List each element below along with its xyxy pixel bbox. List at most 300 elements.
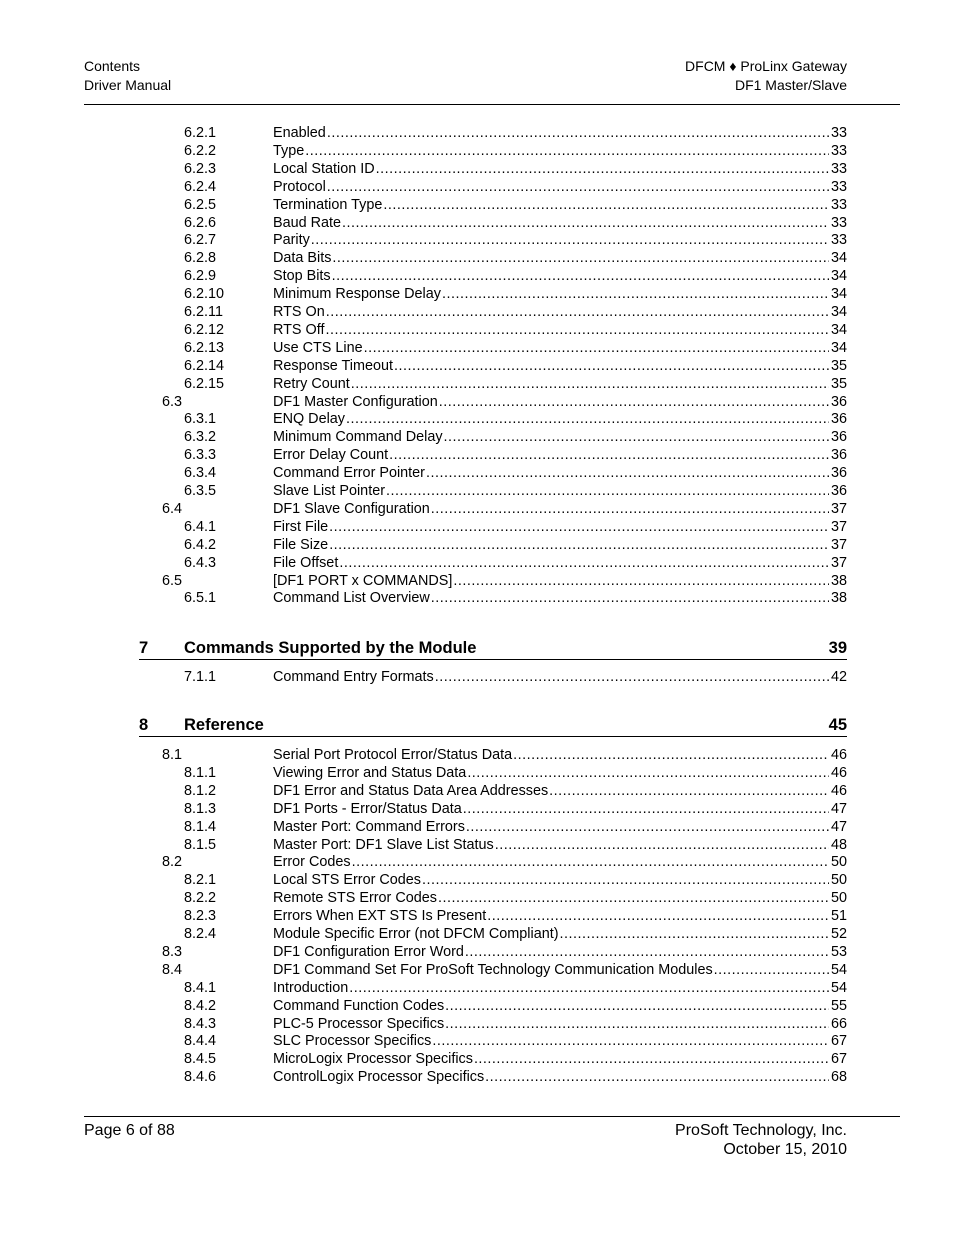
toc-entry-title: MicroLogix Processor Specifics <box>273 1051 473 1068</box>
toc-entry-title: Command Function Codes <box>273 997 445 1014</box>
toc-entry-page: 37 <box>830 500 847 517</box>
toc-entry-page: 33 <box>830 196 847 213</box>
toc-dot-leader <box>426 464 829 482</box>
toc-dot-leader <box>465 943 829 961</box>
toc-entry-title-line <box>273 464 847 482</box>
toc-entry-page: 36 <box>830 411 847 428</box>
toc-entry[interactable] <box>0 961 954 979</box>
toc-entry-title-line <box>273 214 847 232</box>
toc-entry[interactable] <box>0 1015 954 1033</box>
toc-dot-leader <box>311 231 829 249</box>
toc-entry-title-line <box>273 482 847 500</box>
toc-dot-leader <box>432 1032 829 1050</box>
toc-entry-title: DF1 Slave Configuration <box>273 500 430 517</box>
toc-entry-title: ControlLogix Processor Specifics <box>273 1069 485 1086</box>
toc-entry[interactable] <box>0 196 954 214</box>
toc-dot-leader <box>467 764 829 782</box>
toc-entry-page: 67 <box>830 1033 847 1050</box>
toc-dot-leader <box>435 668 829 686</box>
toc-entry-page: 33 <box>830 142 847 159</box>
toc-entry[interactable] <box>0 321 954 339</box>
toc-entry-page: 34 <box>830 268 847 285</box>
toc-entry-title-line <box>273 818 847 836</box>
chapter-page-number: 39 <box>828 639 847 657</box>
toc-entry-number: 6.5.1 <box>184 590 217 607</box>
toc-entry-page: 33 <box>830 125 847 141</box>
toc-entry-title-line <box>273 554 847 572</box>
toc-entry-page: 50 <box>830 890 847 907</box>
toc-entry-title-line <box>273 267 847 285</box>
toc-entry[interactable] <box>0 428 954 446</box>
toc-entry-number: 6.3.2 <box>184 429 217 446</box>
toc-entry-number: 6.4 <box>162 500 183 517</box>
toc-entry-title-line <box>273 1068 847 1086</box>
toc-entry-title-line <box>273 249 847 267</box>
toc-entry[interactable] <box>0 410 954 428</box>
toc-entry-number: 6.4.2 <box>184 536 217 553</box>
toc-entry[interactable] <box>0 889 954 907</box>
toc-entry-title: Termination Type <box>273 196 383 213</box>
toc-dot-leader <box>431 589 829 607</box>
chapter-page-number: 45 <box>828 716 847 734</box>
toc-entry-number: 6.2.4 <box>184 178 217 195</box>
toc-entry-title-line <box>273 746 847 764</box>
toc-entry-number: 6.3.5 <box>184 483 217 499</box>
toc-entry[interactable] <box>0 925 954 943</box>
toc-entry-number: 6.3.1 <box>184 411 217 428</box>
toc-entry-title: Use CTS Line <box>273 339 363 356</box>
footer-date: October 15, 2010 <box>723 1141 847 1158</box>
toc-entry-number: 6.2.14 <box>184 357 225 374</box>
toc-dot-leader <box>714 961 829 979</box>
toc-entry-title-line <box>273 961 847 979</box>
toc-entry[interactable] <box>0 943 954 961</box>
toc-entry-title: ENQ Delay <box>273 411 345 428</box>
toc-entry-title-line <box>273 536 847 554</box>
toc-entry-number: 6.2.6 <box>184 214 217 231</box>
toc-dot-leader <box>346 410 829 428</box>
chapter-number: 7 <box>139 639 149 657</box>
toc-entry[interactable] <box>0 357 954 375</box>
toc-dot-leader <box>445 1015 829 1033</box>
toc-entry-page: 36 <box>830 393 847 410</box>
toc-dot-leader <box>513 746 829 764</box>
toc-entry[interactable] <box>0 214 954 232</box>
toc-entry-title-line <box>273 1050 847 1068</box>
toc-entry-title: Minimum Response Delay <box>273 286 441 303</box>
toc-entry-page: 54 <box>830 961 847 978</box>
toc-entry-title-line <box>273 871 847 889</box>
toc-entry-title-line <box>273 303 847 321</box>
toc-entry-number: 6.2.15 <box>184 375 225 392</box>
toc-entry-number: 8.1 <box>162 747 183 763</box>
toc-dot-leader <box>495 836 829 854</box>
toc-entry-title: Master Port: DF1 Slave List Status <box>273 836 494 853</box>
toc-entry[interactable] <box>0 446 954 464</box>
toc-entry-page: 53 <box>830 943 847 960</box>
toc-entry-page: 34 <box>830 250 847 267</box>
toc-entry[interactable] <box>0 267 954 285</box>
toc-entry-number: 7.1.1 <box>184 669 217 685</box>
toc-entry-title: Module Specific Error (not DFCM Compliant) <box>273 926 559 942</box>
toc-entry-title-line <box>273 836 847 854</box>
toc-dot-leader <box>485 1068 829 1086</box>
toc-entry[interactable] <box>0 482 954 500</box>
toc-entry-number: 8.1.3 <box>184 800 217 817</box>
toc-entry-title: DF1 Configuration Error Word <box>273 943 464 960</box>
toc-entry-title: Data Bits <box>273 250 332 267</box>
toc-entry[interactable] <box>0 572 954 590</box>
toc-dot-leader <box>549 782 829 800</box>
toc-dot-leader <box>352 853 829 871</box>
toc-entry-title-line <box>273 500 847 518</box>
toc-entry-title: DF1 Command Set For ProSoft Technology Communication Modules <box>273 961 713 978</box>
toc-entry-number: 6.3 <box>162 393 183 410</box>
toc-entry-number: 8.4.5 <box>184 1051 217 1068</box>
toc-entry-number: 6.5 <box>162 572 183 589</box>
toc-entry-title-line <box>273 231 847 249</box>
toc-entry-title-line <box>273 979 847 997</box>
toc-dot-leader <box>386 482 829 500</box>
footer-divider <box>84 1116 900 1117</box>
toc-entry-page: 35 <box>830 357 847 374</box>
toc-entry-title: Retry Count <box>273 375 350 392</box>
toc-entry[interactable] <box>0 393 954 411</box>
toc-entry-page: 50 <box>830 854 847 871</box>
toc-entry[interactable] <box>0 249 954 267</box>
chapter-heading-8[interactable] <box>139 714 847 737</box>
toc-dot-leader <box>327 178 829 196</box>
toc-entry-page: 47 <box>830 818 847 835</box>
toc-entry-title: Enabled <box>273 125 326 141</box>
toc-entry-title-line <box>273 357 847 375</box>
toc-entry-title: DF1 Error and Status Data Area Addresses <box>273 782 549 799</box>
toc-entry-number: 6.3.4 <box>184 465 217 482</box>
toc-entry-number: 8.2.1 <box>184 872 217 889</box>
toc-entry-page: 51 <box>830 908 847 925</box>
toc-entry-title-line <box>273 668 847 686</box>
toc-entry-page: 46 <box>830 747 847 763</box>
toc-dot-leader <box>438 889 829 907</box>
toc-entry-page: 46 <box>830 782 847 799</box>
header-product-subtitle: DF1 Master/Slave <box>734 77 847 93</box>
toc-dot-leader <box>474 1050 829 1068</box>
toc-entry-title-line <box>273 196 847 214</box>
toc-entry-number: 8.4.1 <box>184 979 217 996</box>
header-product-name: DFCM ♦ ProLinx Gateway <box>685 58 847 74</box>
toc-entry-number: 6.3.3 <box>184 447 217 464</box>
toc-entry-number: 6.2.13 <box>184 339 225 356</box>
toc-entry-page: 35 <box>830 375 847 392</box>
toc-dot-leader <box>325 321 829 339</box>
toc-entry-title: Type <box>273 142 305 159</box>
toc-entry-title-line <box>273 410 847 428</box>
toc-dot-leader <box>389 446 829 464</box>
toc-dot-leader <box>342 214 829 232</box>
toc-dot-leader <box>351 375 829 393</box>
chapter-heading-7[interactable] <box>139 637 847 660</box>
toc-entry[interactable] <box>0 464 954 482</box>
toc-entry[interactable] <box>0 231 954 249</box>
toc-entry[interactable] <box>0 818 954 836</box>
toc-entry-number: 6.2.3 <box>184 160 217 177</box>
toc-entry-number: 6.2.5 <box>184 196 217 213</box>
toc-dot-leader <box>305 142 829 160</box>
toc-entry[interactable] <box>0 160 954 178</box>
toc-entry-number: 8.4.6 <box>184 1069 217 1086</box>
toc-entry-number: 8.2.3 <box>184 908 217 925</box>
toc-entry-title-line <box>273 889 847 907</box>
header-divider <box>84 104 900 105</box>
toc-entry-title-line <box>273 853 847 871</box>
toc-entry[interactable] <box>0 871 954 889</box>
toc-entry-number: 8.4.3 <box>184 1015 217 1032</box>
toc-entry-title: Baud Rate <box>273 214 342 231</box>
toc-entry[interactable] <box>0 836 954 854</box>
toc-dot-leader <box>329 518 829 536</box>
toc-dot-leader <box>422 871 829 889</box>
toc-entry-title: Serial Port Protocol Error/Status Data <box>273 747 513 763</box>
toc-entry[interactable] <box>0 997 954 1015</box>
toc-entry-title: Minimum Command Delay <box>273 429 443 446</box>
toc-entry-page: 38 <box>830 590 847 607</box>
toc-entry[interactable] <box>0 1050 954 1068</box>
toc-dot-leader <box>326 303 829 321</box>
toc-entry-page: 37 <box>830 536 847 553</box>
toc-entry-title-line <box>273 943 847 961</box>
toc-dot-leader <box>339 554 829 572</box>
toc-entry-page: 38 <box>830 572 847 589</box>
toc-entry-page: 34 <box>830 304 847 320</box>
toc-entry-title: Error Codes <box>273 854 351 871</box>
toc-entry[interactable] <box>0 764 954 782</box>
toc-entry-title-line <box>273 907 847 925</box>
toc-entry-title: RTS On <box>273 304 325 320</box>
toc-entry-title: RTS Off <box>273 321 325 338</box>
toc-entry-page: 48 <box>830 836 847 853</box>
toc-entry-page: 36 <box>830 447 847 464</box>
toc-entry-number: 6.2.2 <box>184 142 217 159</box>
toc-entry-title: Response Timeout <box>273 357 393 374</box>
toc-entry-number: 8.1.1 <box>184 764 217 781</box>
toc-entry-number: 6.4.3 <box>184 554 217 571</box>
toc-dot-leader <box>332 249 829 267</box>
toc-entry-number: 6.2.12 <box>184 321 225 338</box>
toc-entry-title: First File <box>273 518 329 535</box>
header-left <box>84 57 171 95</box>
toc-dot-leader <box>466 818 829 836</box>
toc-entry-page: 33 <box>830 214 847 231</box>
toc-entry-title: Local Station ID <box>273 160 375 177</box>
toc-entry-page: 34 <box>830 321 847 338</box>
toc-entry-title-line <box>273 160 847 178</box>
toc-dot-leader <box>394 357 829 375</box>
toc-entry-title: Introduction <box>273 979 349 996</box>
toc-dot-leader <box>383 196 829 214</box>
toc-entry[interactable] <box>0 518 954 536</box>
toc-entry-title: Command List Overview <box>273 590 430 607</box>
toc-entry-title: Error Delay Count <box>273 447 389 464</box>
toc-dot-leader <box>376 160 829 178</box>
toc-entry-title-line <box>273 393 847 411</box>
toc-entry-title: Master Port: Command Errors <box>273 818 465 835</box>
toc-entry-title-line <box>273 925 847 943</box>
toc-dot-leader <box>487 907 829 925</box>
toc-dot-leader <box>439 393 829 411</box>
toc-entry[interactable] <box>0 142 954 160</box>
toc-entry-title: Viewing Error and Status Data <box>273 764 467 781</box>
toc-entry-title-line <box>273 572 847 590</box>
toc-entry-title: File Size <box>273 536 329 553</box>
toc-entry-title-line <box>273 428 847 446</box>
toc-entry-page: 46 <box>830 764 847 781</box>
toc-entry-number: 8.2.4 <box>184 926 217 942</box>
toc-entry-number: 8.4.4 <box>184 1033 217 1050</box>
toc-dot-leader <box>329 536 829 554</box>
toc-entry-title: PLC-5 Processor Specifics <box>273 1015 445 1032</box>
toc-entry[interactable] <box>0 782 954 800</box>
toc-entry[interactable] <box>0 853 954 871</box>
toc-entry-page: 36 <box>830 483 847 499</box>
toc-entry-page: 68 <box>830 1069 847 1086</box>
toc-entry-title: Parity <box>273 232 310 249</box>
chapter-number: 8 <box>139 716 149 734</box>
toc-entry[interactable] <box>0 589 954 607</box>
toc-entry-number: 8.3 <box>162 943 183 960</box>
toc-entry[interactable] <box>0 178 954 196</box>
toc-entry-page: 47 <box>830 800 847 817</box>
toc-entry-title-line <box>273 1032 847 1050</box>
toc-entry-page: 36 <box>830 429 847 446</box>
toc-entry-title: DF1 Master Configuration <box>273 393 438 410</box>
toc-entry-number: 6.2.10 <box>184 286 225 303</box>
toc-entry-page: 34 <box>830 286 847 303</box>
toc-entry-title: [DF1 PORT x COMMANDS] <box>273 572 453 589</box>
toc-entry[interactable] <box>0 339 954 357</box>
header-right <box>685 57 847 95</box>
chapter-title: Commands Supported by the Module <box>184 639 477 657</box>
toc-entry-page: 50 <box>830 872 847 889</box>
toc-entry-page: 37 <box>830 518 847 535</box>
toc-entry-title: SLC Processor Specifics <box>273 1033 432 1050</box>
toc-dot-leader <box>349 979 829 997</box>
toc-entry-title-line <box>273 518 847 536</box>
footer-right <box>675 1121 847 1159</box>
footer-company: ProSoft Technology, Inc. <box>675 1122 847 1139</box>
toc-entry[interactable] <box>0 907 954 925</box>
toc-entry-number: 8.1.4 <box>184 818 217 835</box>
toc-entry-title: Slave List Pointer <box>273 483 385 499</box>
toc-entry-number: 8.2.2 <box>184 890 217 907</box>
toc-entry-title-line <box>273 142 847 160</box>
toc-entry-page: 33 <box>830 232 847 249</box>
toc-entry-page: 33 <box>830 160 847 177</box>
toc-entry[interactable] <box>0 554 954 572</box>
toc-entry-page: 33 <box>830 178 847 195</box>
toc-entry-page: 42 <box>830 669 847 685</box>
toc-entry-page: 67 <box>830 1051 847 1068</box>
toc-entry-number: 8.4 <box>162 961 183 978</box>
toc-entry[interactable] <box>0 800 954 818</box>
toc-entry-title: DF1 Ports - Error/Status Data <box>273 800 462 817</box>
toc-entry-number: 6.2.8 <box>184 250 217 267</box>
toc-entry-page: 52 <box>830 926 847 942</box>
toc-entry-page: 34 <box>830 339 847 356</box>
header-manual-name: Driver Manual <box>84 77 172 93</box>
toc-entry-number: 8.4.2 <box>184 997 217 1014</box>
toc-entry-title-line <box>273 764 847 782</box>
toc-dot-leader <box>444 428 829 446</box>
toc-dot-leader <box>560 925 829 943</box>
toc-entry[interactable] <box>0 746 954 764</box>
toc-entry-page: 66 <box>830 1015 847 1032</box>
footer-page-number: Page 6 of 88 <box>84 1122 175 1139</box>
toc-entry-page: 36 <box>830 465 847 482</box>
toc-entry[interactable] <box>0 124 954 142</box>
toc-entry-page: 37 <box>830 554 847 571</box>
toc-dot-leader <box>453 572 829 590</box>
toc-entry-number: 6.4.1 <box>184 518 217 535</box>
toc-entry-title: Protocol <box>273 178 326 195</box>
toc-dot-leader <box>364 339 829 357</box>
toc-entry-title-line <box>273 1015 847 1033</box>
toc-entry-number: 8.1.2 <box>184 782 217 799</box>
toc-entry-title-line <box>273 800 847 818</box>
toc-entry[interactable] <box>0 500 954 518</box>
toc-entry-number: 6.2.9 <box>184 268 217 285</box>
toc-entry-page: 54 <box>830 979 847 996</box>
toc-dot-leader <box>332 267 829 285</box>
header-section-name: Contents <box>84 58 141 74</box>
toc-dot-leader <box>445 997 829 1015</box>
toc-entry[interactable] <box>0 285 954 303</box>
toc-entry-page: 55 <box>830 997 847 1014</box>
toc-entry-title: Command Entry Formats <box>273 669 434 685</box>
toc-entry-title: Command Error Pointer <box>273 465 425 482</box>
toc-entry-title-line <box>273 178 847 196</box>
toc-entry[interactable] <box>0 979 954 997</box>
toc-entry[interactable] <box>0 1068 954 1086</box>
toc-entry[interactable] <box>0 668 954 686</box>
toc-entry-number: 8.2 <box>162 854 183 871</box>
toc-dot-leader <box>463 800 829 818</box>
toc-entry-title-line <box>273 375 847 393</box>
toc-entry-title: Errors When EXT STS Is Present <box>273 908 487 925</box>
toc-entry-number: 6.2.11 <box>184 304 223 320</box>
toc-entry-title-line <box>273 589 847 607</box>
toc-entry-title-line <box>273 782 847 800</box>
toc-entry-number: 6.2.7 <box>184 232 217 249</box>
toc-entry-title: Stop Bits <box>273 268 331 285</box>
toc-entry[interactable] <box>0 536 954 554</box>
toc-entry[interactable] <box>0 375 954 393</box>
toc-dot-leader <box>431 500 829 518</box>
toc-entry-title-line <box>273 321 847 339</box>
toc-entry-title-line <box>273 339 847 357</box>
toc-entry-title: File Offset <box>273 554 339 571</box>
toc-dot-leader <box>327 124 829 142</box>
toc-dot-leader <box>442 285 829 303</box>
toc-entry-title-line <box>273 285 847 303</box>
toc-entry-title-line <box>273 997 847 1015</box>
toc-entry-number: 6.2.1 <box>184 125 217 141</box>
toc-entry-title: Remote STS Error Codes <box>273 890 437 907</box>
chapter-title: Reference <box>184 716 264 734</box>
toc-entry-title-line <box>273 124 847 142</box>
toc-entry-number: 8.1.5 <box>184 836 217 853</box>
toc-entry[interactable] <box>0 303 954 321</box>
toc-entry[interactable] <box>0 1032 954 1050</box>
